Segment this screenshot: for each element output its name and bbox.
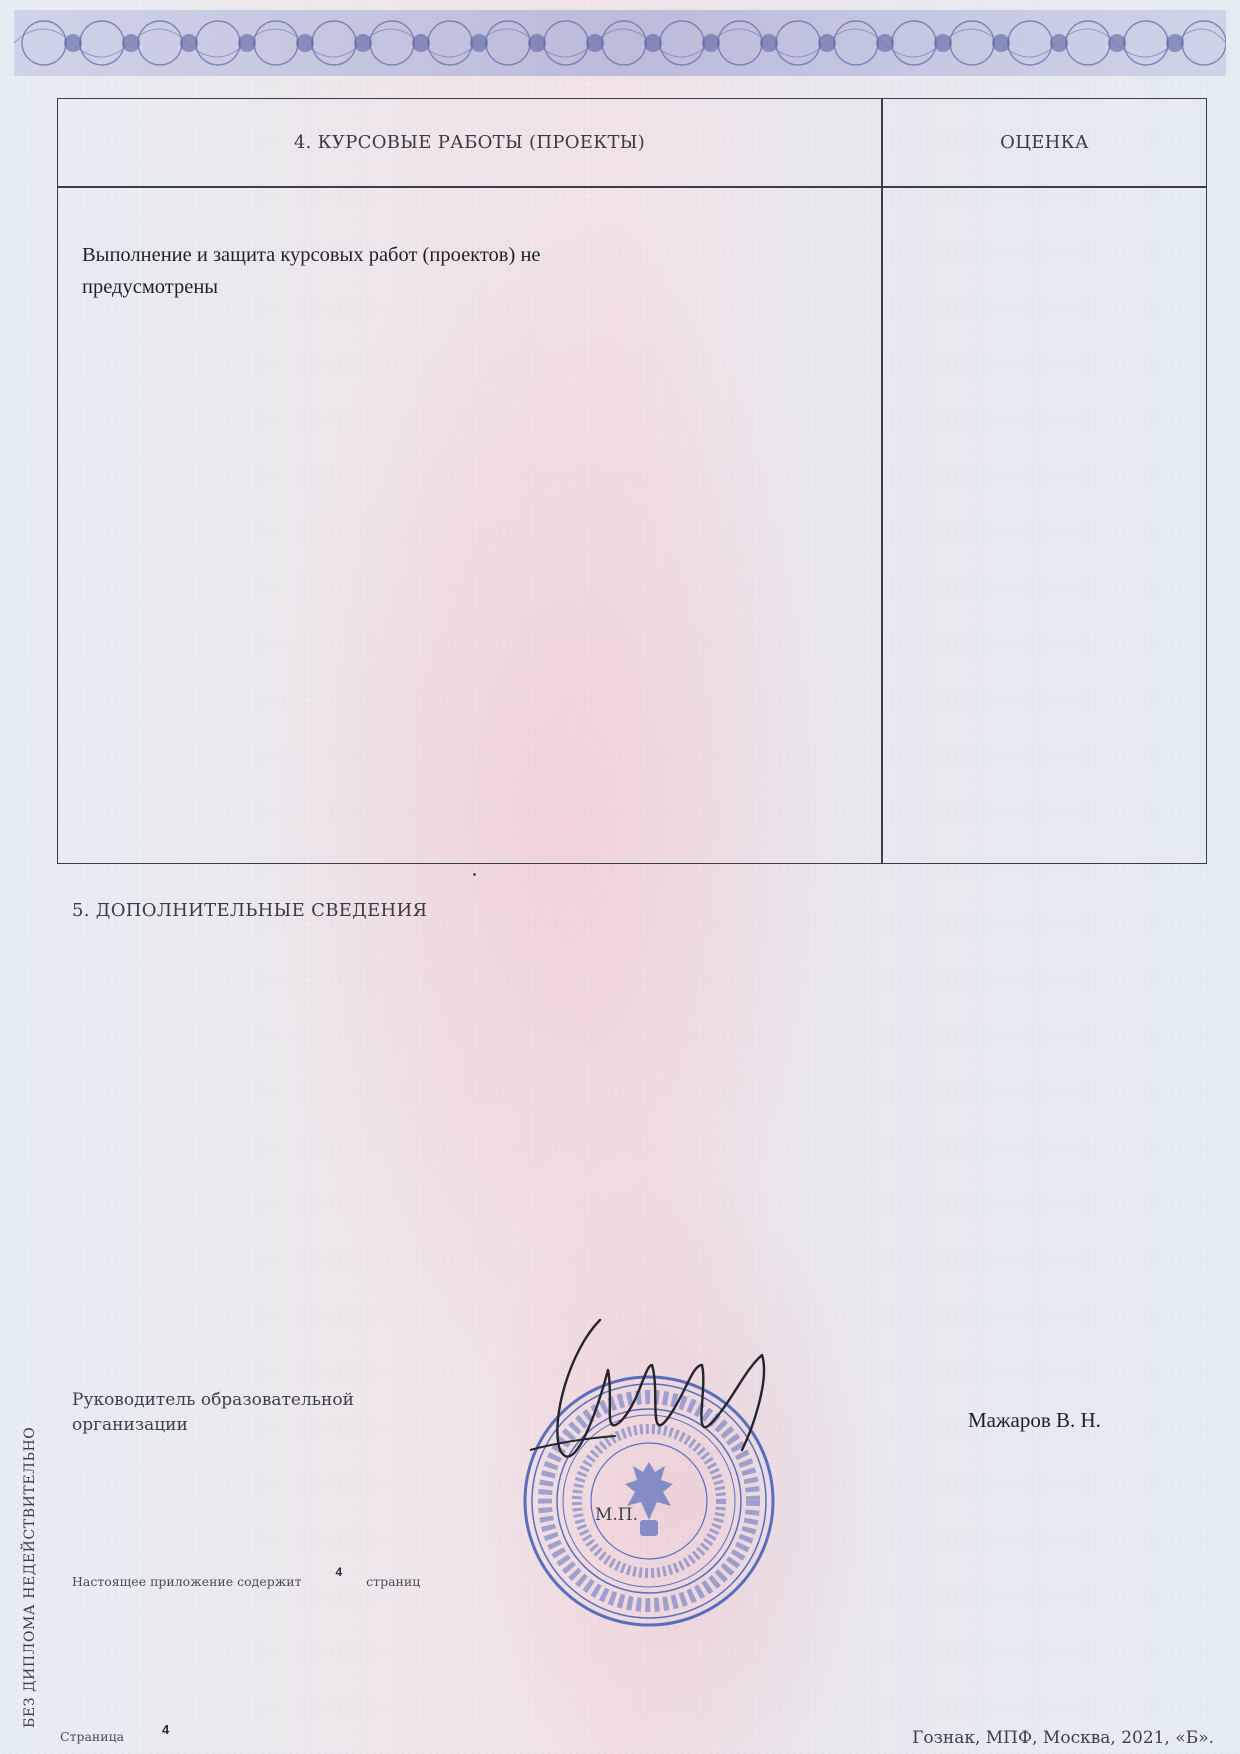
pages-statement-prefix: Настоящее приложение содержит	[72, 1574, 302, 1589]
course-works-table	[57, 98, 1207, 864]
pages-statement-suffix: страниц	[366, 1574, 421, 1589]
stamp-place-label: М.П.	[595, 1505, 639, 1525]
pages-statement	[72, 1565, 421, 1589]
guilloche-security-band	[14, 10, 1226, 76]
validity-note: БЕЗ ДИПЛОМА НЕДЕЙСТВИТЕЛЬНО	[22, 1426, 38, 1728]
page-label: Страница	[60, 1729, 125, 1744]
pages-count: 4	[335, 1565, 343, 1579]
page-number: 4	[162, 1722, 170, 1737]
printer-imprint: Гознак, МПФ, Москва, 2021, «Б».	[912, 1728, 1214, 1748]
additional-info-title: 5. ДОПОЛНИТЕЛЬНЫЕ СВЕДЕНИЯ	[72, 900, 428, 921]
signatory-label: Руководитель образовательной организации	[72, 1390, 354, 1435]
grade-header: ОЦЕНКА	[1000, 132, 1089, 153]
ink-speck	[473, 873, 476, 876]
signatory-name: Мажаров В. Н.	[968, 1408, 1101, 1432]
course-works-header: 4. КУРСОВЫЕ РАБОТЫ (ПРОЕКТЫ)	[293, 132, 646, 153]
signature	[530, 1310, 810, 1480]
course-works-text: Выполнение и защита курсовых работ (проектов) не предусмотрены	[82, 244, 541, 298]
header-divider	[58, 186, 1206, 188]
column-divider	[881, 99, 883, 863]
